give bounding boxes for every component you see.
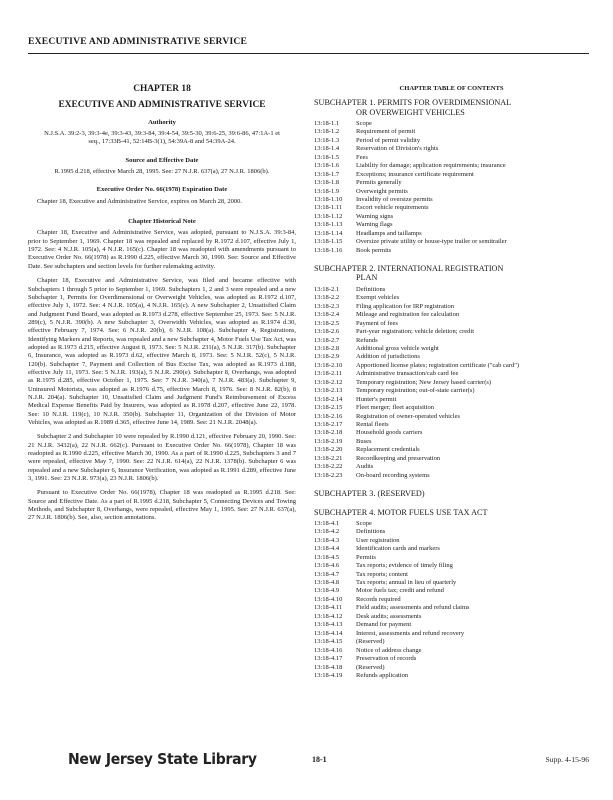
section-title: Administrative transaction/cab card fee: [356, 370, 459, 378]
section-title: Overweight permits: [356, 187, 408, 195]
section-title: Warning signs: [356, 212, 394, 220]
toc-entry: [314, 413, 589, 421]
section-number: 13:18-2.18: [314, 429, 343, 437]
toc-entry: [314, 528, 589, 536]
subchapter-title: [314, 98, 589, 117]
section-title: Refunds application: [356, 671, 409, 679]
toc-entry: [314, 421, 589, 429]
history-heading: Chapter Historical Note: [128, 218, 196, 226]
section-number: 13:18-1.16: [314, 246, 343, 254]
section-title: Hunter's permit: [356, 395, 397, 403]
toc-entry: [314, 647, 589, 655]
section-title: Warning flags: [356, 221, 393, 229]
section-title: Audits: [356, 463, 374, 471]
history-paragraph: Pursuant to Executive Order No. 66(1978), Chapter 18 was readopted as R.1995 d.218. See: Source and Effective Date. As a part of R.1995 d.218, Subchapter 5, Connecting Devices and Towing Methods, and Subchapter 8, Overhangs, were repealed, effective May 1, 1995. See: 27 N.J.R. 637(a), 27 N.J.R. 1806(b). See, also, section annotations.: [28, 489, 296, 522]
toc-list: [314, 98, 589, 680]
section-number: 13:18-1.11: [314, 204, 343, 212]
section-title: Oversize private utility or house-type trailer or semitrailer: [356, 238, 507, 246]
section-number: 13:18-2.21: [314, 454, 343, 462]
right-column: [314, 60, 589, 680]
section-title: Desk audits; assessments: [356, 612, 422, 620]
toc-entry: [314, 596, 589, 604]
section-title: Requirement of permit: [356, 128, 416, 136]
toc-entry: [314, 294, 589, 302]
section-title: Fleet merger; fleet acquisition: [356, 404, 435, 412]
subchapter-title: [314, 508, 589, 517]
section-title: Scope: [356, 119, 372, 127]
section-title: Exempt vehicles: [356, 294, 400, 302]
toc-entry: [314, 353, 589, 361]
toc-entry: [314, 213, 589, 221]
toc-entry: [314, 672, 589, 680]
expiration-text: Chapter 18, Executive and Administrative Service, expires on March 28, 2000.: [37, 197, 243, 205]
section-title: Records required: [356, 595, 401, 603]
toc-entry: [314, 188, 589, 196]
toc-entry: [314, 579, 589, 587]
section-number: 13:18-4.5: [314, 553, 340, 561]
section-number: 13:18-4.1: [314, 519, 340, 527]
section-list: [314, 520, 589, 681]
subchapter-title-line: SUBCHAPTER 2. INTERNATIONAL REGISTRATION: [314, 264, 504, 274]
section-number: 13:18-2.10: [314, 361, 343, 369]
chapter-number: CHAPTER 18: [133, 84, 191, 94]
section-number: 13:18-1.1: [314, 119, 340, 127]
section-number: 13:18-1.4: [314, 145, 340, 153]
chapter-title: EXECUTIVE AND ADMINISTRATIVE SERVICE: [58, 100, 266, 111]
section-title: Identification cards and markers: [356, 545, 440, 553]
toc-entry: [314, 587, 589, 595]
toc-subchapter: [314, 98, 589, 255]
section-title: Household goods carriers: [356, 429, 423, 437]
section-title: Tax reports; annual in lieu of quarterly: [356, 578, 457, 586]
toc-entry: [314, 179, 589, 187]
toc-entry: [314, 303, 589, 311]
toc-entry: [314, 247, 589, 255]
source-heading: Source and Effective Date: [125, 156, 199, 164]
toc-entry: [314, 387, 589, 395]
section-title: Scope: [356, 519, 372, 527]
section-title: Demand for payment: [356, 621, 412, 629]
section-title: Payment of fees: [356, 319, 398, 327]
toc-entry: [314, 604, 589, 612]
page-footer: [28, 752, 589, 772]
section-number: 13:18-1.5: [314, 153, 340, 161]
toc-entry: [314, 320, 589, 328]
section-number: 13:18-2.16: [314, 412, 343, 420]
toc-entry: [314, 537, 589, 545]
section-title: Field audits; assessments and refund claims: [356, 604, 470, 612]
section-title: Definitions: [356, 528, 386, 536]
toc-entry: [314, 396, 589, 404]
toc-entry: [314, 562, 589, 570]
toc-entry: [314, 571, 589, 579]
section-number: 13:18-4.2: [314, 528, 340, 536]
section-number: 13:18-2.12: [314, 378, 343, 386]
section-title: Reservation of Division's rights: [356, 145, 439, 153]
history-paragraph: Chapter 18, Executive and Administrative Service, was adopted, pursuant to N.J.S.A. 39:3-84, prior to September 1, 1969. Chapter 18 was repealed and replaced by R.1972 d.107, effective July 1, 1972. See: 4 N.J.R. 105(a), 4 N.J.R. 165(c). Chapter 18 was readopted with amendments pursuant to Executive Order No. 66(1978) as R.1990 d.225, effective March 30, 1990. See: Source and Effective Date. See subchapters and section levels for further rulemaking activity.: [28, 229, 296, 270]
subchapter-title-line: PLAN: [356, 273, 378, 283]
toc-entry: [314, 429, 589, 437]
section-number: 13:18-1.12: [314, 212, 343, 220]
section-title: Buses: [356, 437, 372, 445]
section-title: Additional gross vehicle weight: [356, 344, 439, 352]
toc-entry: [314, 230, 589, 238]
section-number: 13:18-1.2: [314, 128, 340, 136]
section-number: 13:18-2.8: [314, 344, 340, 352]
header-rule: [28, 53, 589, 54]
toc-entry: [314, 154, 589, 162]
running-header: EXECUTIVE AND ADMINISTRATIVE SERVICE: [28, 36, 248, 47]
section-title: (Reserved): [356, 638, 385, 646]
section-title: Definitions: [356, 285, 386, 293]
section-number: 13:18-1.10: [314, 196, 343, 204]
toc-entry: [314, 145, 589, 153]
toc-entry: [314, 311, 589, 319]
subchapter-title-line: SUBCHAPTER 3. (RESERVED): [314, 489, 425, 499]
section-title: Motor fuels tax; credit and refund: [356, 587, 444, 595]
section-number: 13:18-2.19: [314, 437, 343, 445]
toc-entry: [314, 379, 589, 387]
section-number: 13:18-4.4: [314, 545, 340, 553]
subchapter-title-line: SUBCHAPTER 1. PERMITS FOR OVERDIMENSIONAL: [314, 98, 512, 108]
section-number: 13:18-1.3: [314, 136, 340, 144]
toc-entry: [314, 328, 589, 336]
section-title: Refunds: [356, 336, 378, 344]
section-number: 13:18-4.10: [314, 595, 343, 603]
section-number: 13:18-4.6: [314, 562, 340, 570]
toc-entry: [314, 221, 589, 229]
toc-entry: [314, 638, 589, 646]
subchapter-title: [314, 489, 589, 498]
section-title: Headlamps and taillamps: [356, 229, 422, 237]
section-number: 13:18-4.16: [314, 646, 343, 654]
section-title: Temporary registration; New Jersey based carrier(s): [356, 378, 492, 386]
section-title: Addition of jurisdictions: [356, 353, 420, 361]
section-title: User registration: [356, 536, 400, 544]
section-title: Tax reports; content: [356, 570, 408, 578]
section-list: [314, 120, 589, 255]
section-number: 13:18-1.8: [314, 179, 340, 187]
subchapter-title: [314, 264, 589, 283]
toc-entry: [314, 196, 589, 204]
section-title: Replacement credentials: [356, 446, 420, 454]
authority-text: N.J.S.A. 39:2-3, 39:3-4e, 39:3-43, 39:3-84, 39:4-54, 39:5-30, 39:6-25, 39:6-86, 47:1A-1 et seq., 17:33B-41, 52:14B-3(1), 54:39A-8 and 54:39A-24.: [44, 130, 280, 146]
section-number: 13:18-1.13: [314, 221, 343, 229]
toc-entry: [314, 630, 589, 638]
section-number: 13:18-2.1: [314, 285, 340, 293]
toc-subchapter: [314, 508, 589, 681]
section-number: 13:18-4.15: [314, 638, 343, 646]
authority-heading: Authority: [148, 118, 176, 126]
toc-entry: [314, 472, 589, 480]
section-title: Recordkeeping and preservation: [356, 454, 441, 462]
toc-entry: [314, 655, 589, 663]
left-column: [28, 60, 296, 523]
section-number: 13:18-2.15: [314, 404, 343, 412]
subchapter-title-line: SUBCHAPTER 4. MOTOR FUELS USE TAX ACT: [314, 507, 488, 517]
section-number: 13:18-1.15: [314, 238, 343, 246]
section-number: 13:18-2.3: [314, 302, 340, 310]
section-title: Registration of owner-operated vehicles: [356, 412, 461, 420]
section-number: 13:18-4.9: [314, 587, 340, 595]
toc-entry: [314, 162, 589, 170]
section-number: 13:18-4.7: [314, 570, 340, 578]
toc-entry: [314, 337, 589, 345]
section-title: Preservation of records: [356, 655, 417, 663]
section-title: Book permits: [356, 246, 392, 254]
section-number: 13:18-2.7: [314, 336, 340, 344]
toc-entry: [314, 455, 589, 463]
section-number: 13:18-1.6: [314, 162, 340, 170]
section-title: Tax reports; evidence of timely filing: [356, 562, 453, 570]
toc-entry: [314, 238, 589, 246]
section-number: 13:18-1.7: [314, 170, 340, 178]
section-number: 13:18-4.17: [314, 655, 343, 663]
section-title: Temporary registration; out-of-state carrier(s): [356, 387, 475, 395]
section-number: 13:18-4.3: [314, 536, 340, 544]
section-number: 13:18-4.13: [314, 621, 343, 629]
toc-entry: [314, 370, 589, 378]
section-title: Fees: [356, 153, 368, 161]
toc-entry: [314, 120, 589, 128]
section-title: Mileage and registration fee calculation: [356, 311, 460, 319]
toc-entry: [314, 286, 589, 294]
section-title: Liability for damage; application requirements; insurance: [356, 162, 506, 170]
section-title: Escort vehicle requirements: [356, 204, 429, 212]
toc-entry: [314, 438, 589, 446]
section-number: 13:18-4.12: [314, 612, 343, 620]
section-number: 13:18-4.11: [314, 604, 343, 612]
section-title: Apportioned license plates; registration certificate ("cab card"): [356, 361, 520, 369]
section-number: 13:18-2.11: [314, 370, 343, 378]
supplement-date: Supp. 4-15-96: [545, 755, 589, 764]
section-number: 13:18-2.22: [314, 463, 343, 471]
toc-entry: [314, 171, 589, 179]
section-title: On-board recording systems: [356, 471, 430, 479]
section-list: [314, 286, 589, 480]
section-title: Permits generally: [356, 179, 402, 187]
section-number: 13:18-2.9: [314, 353, 340, 361]
page-number: 18-1: [312, 755, 327, 764]
section-title: Invalidity of oversize permits: [356, 196, 433, 204]
library-logo: New Jersey State Library: [68, 751, 257, 769]
history-paragraph: Chapter 18, Executive and Administrative Service, was filed and became effective with Subchapters 1 through 5 prior to September 1, 1969. Subchapters 1, 2 and 3 were repealed and a new Subchapter 1, Permits for Overdimensional or Overweight Vehicles, was adopted as R.1972 d.107, effective July 1, 1972. See: 4 N.J.R. 105(a), 4 N.J.R. 165(c). A new Subchapter 2, Unsatisfied Claim and Judgment Fund Board, was adopted as R.1973 d.278, effective September 25, 1973. See: 5 N.J.R. 289(c), 5 N.J.R. 390(b). A new Subchapter 3, Overwidth Vehicles, was adopted as R.1974 d.30, effective February 7, 1974. See: 6 N.J.R. 20(b), 6 N.J.R. 108(a). Subchapter 4, Registrations, Identifying Markers and Reports, was repealed and a new Subchapter 4, Motor Fuels Use Tax Act, was adopted as R.1973 d.215, effective August 8, 1973. See: 5 N.J.R. 231(a), 5 N.J.R. 317(b). Subchapter 6, Insurance, was adopted as R.1973 d.62, effective March 8, 1973. See: 5 N.J.R. 52(c), 5 N.J.R. 120(b). Subchapter 7, Payment and Collection of Bus Excise Tax, was adopted as R.1973 d.188, effective July 11, 1973. See: 5 N.J.R. 193(a), 5 N.J.R. 290(e). Subchapter 8, Overhangs, was adopted as R.1975 d.285, effective October 1, 1975. See: 7 N.J.R. 340(a), 7 N.J.R. 483(a). Subchapter 9, Uninsured Motorists, was adopted as R.1976 d.75, effective March 8, 1976. See: 8 N.J.R. 82(b), 8 N.J.R. 204(a). Subchapter 10, Unsatisfied Claim and Judgment Fund's Reimbursement of Excess Medical Expense Benefits Paid by Insurers, was adopted as R.1978 d.207, effective June 22, 1978. See: 10 N.J.R. 119(c), 10 N.J.R. 350(b). Subchapter 11, Organization of the Division of Motor Vehicles, was adopted as R.1989 d.365, effective June 14, 1989. See: 21 N.J.R. 2048(a).: [28, 277, 296, 426]
section-number: 13:18-4.14: [314, 629, 343, 637]
toc-entry: [314, 446, 589, 454]
section-number: 13:18-1.9: [314, 187, 340, 195]
toc-heading: CHAPTER TABLE OF CONTENTS: [399, 85, 504, 92]
toc-entry: [314, 520, 589, 528]
section-number: 13:18-2.17: [314, 421, 343, 429]
toc-entry: [314, 554, 589, 562]
section-number: 13:18-2.4: [314, 311, 340, 319]
section-title: Filing application for IRP registration: [356, 302, 454, 310]
section-number: 13:18-2.5: [314, 319, 340, 327]
toc-entry: [314, 613, 589, 621]
toc-entry: [314, 545, 589, 553]
toc-entry: [314, 463, 589, 471]
section-number: 13:18-2.2: [314, 294, 340, 302]
section-number: 13:18-4.18: [314, 663, 343, 671]
section-number: 13:18-4.19: [314, 671, 343, 679]
expiration-heading: Executive Order No. 66(1978) Expiration Date: [96, 186, 228, 194]
toc-entry: [314, 128, 589, 136]
section-title: Notice of address change: [356, 646, 422, 654]
section-number: 13:18-2.14: [314, 395, 343, 403]
toc-entry: [314, 362, 589, 370]
toc-entry: [314, 621, 589, 629]
section-title: Rental fleets: [356, 421, 389, 429]
toc-entry: [314, 664, 589, 672]
toc-entry: [314, 404, 589, 412]
section-number: 13:18-2.20: [314, 446, 343, 454]
section-title: Interest, assessments and refund recovery: [356, 629, 465, 637]
toc-subchapter: [314, 489, 589, 498]
toc-entry: [314, 137, 589, 145]
section-number: 13:18-2.23: [314, 471, 343, 479]
toc-entry: [314, 204, 589, 212]
section-number: 13:18-4.8: [314, 578, 340, 586]
section-title: Period of permit validity: [356, 136, 421, 144]
subchapter-title-line: OR OVERWEIGHT VEHICLES: [356, 107, 465, 117]
section-title: (Reserved): [356, 663, 385, 671]
section-number: 13:18-1.14: [314, 229, 343, 237]
history-paragraph: Subchapter 2 and Subchapter 10 were repealed by R.1990 d.121, effective February 20, 1990. See: 21 N.J.R. 3432(a), 22 N.J.R. 662(c). Pursuant to Executive Order No. 66(1978), Chapter 18 was readopted as R.1990 d.225, effective March 30, 1990. As a part of R.1990 d.225, Subchapters 3 and 7 were repealed, effective May 7, 1990. See: 22 N.J.R. 614(a), 22 N.J.R. 1378(b). Subchapter 6 was repealed and a new Subchapter 6, Insurance Verification, was adopted as R.1991 d.289, effective June 3, 1991. See: 23 N.J.R. 973(a), 23 N.J.R. 1806(b).: [28, 433, 296, 483]
section-title: Exceptions; insurance certificate requirement: [356, 170, 474, 178]
section-title: Permits: [356, 553, 376, 561]
toc-entry: [314, 345, 589, 353]
section-number: 13:18-2.13: [314, 387, 343, 395]
section-number: 13:18-2.6: [314, 328, 340, 336]
section-title: Part-year registration; vehicle deletion; credit: [356, 328, 475, 336]
source-text: R.1995 d.218, effective March 28, 1995. See: 27 N.J.R. 637(a), 27 N.J.R. 1806(b).: [54, 168, 270, 176]
toc-subchapter: [314, 264, 589, 480]
